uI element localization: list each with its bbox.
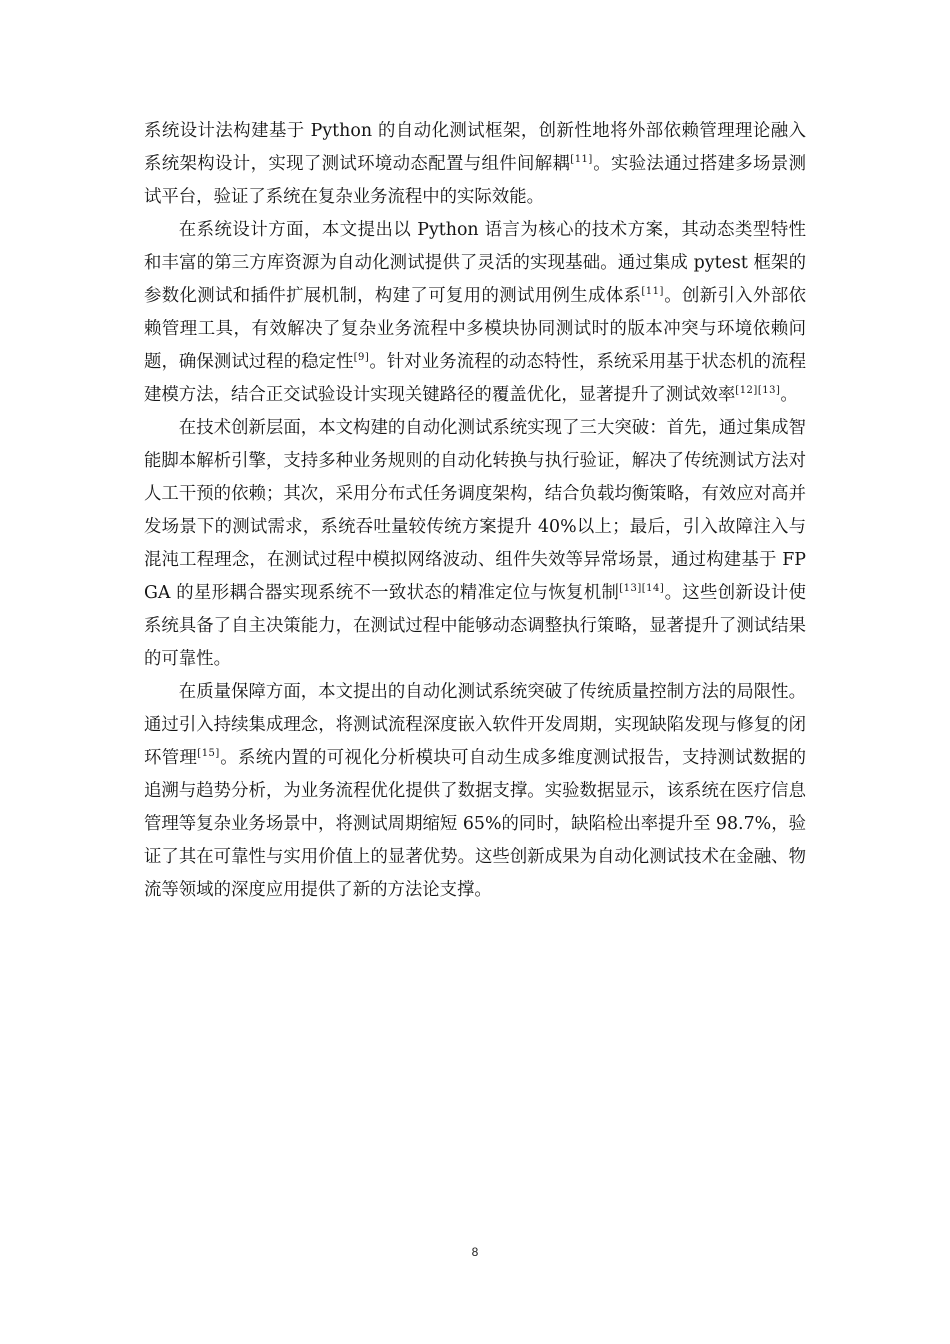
citation: [9] — [353, 352, 370, 363]
paragraph-3 — [144, 412, 806, 676]
paragraph-text: 系统设计法构建基于 Python 的自动化测试框架，创新性地将外部依赖管理理论融入系统架构设计，实现了测试环境动态配置与组件间解耦 — [144, 121, 806, 174]
paragraph-1 — [144, 115, 806, 214]
paragraph-text: 。针对业务流程的动态特性，系统采用基于状态机的流程建模方法，结合正交试验设计实现关键路径的覆盖优化，显著提升了测试效率 — [144, 352, 806, 405]
citation: [12][13] — [735, 385, 781, 396]
paragraph-text: 在质量保障方面，本文提出的自动化测试系统突破了传统质量控制方法的局限性。通过引入持续集成理念，将测试流程深度嵌入软件开发周期，实现缺陷发现与修复的闭环管理 — [144, 682, 806, 768]
page-number: 8 — [471, 1245, 479, 1259]
paragraph-4 — [144, 676, 806, 907]
paragraph-text: 。这些创新设计使系统具备了自主决策能力，在测试过程中能够动态调整执行策略，显著提升了测试结果的可靠性。 — [144, 583, 806, 669]
paragraph-text: 。系统内置的可视化分析模块可自动生成多维度测试报告，支持测试数据的追溯与趋势分析，为业务流程优化提供了数据支撑。实验数据显示，该系统在医疗信息管理等复杂业务场景中，将测试周期缩短 65%的同时，缺陷检出率提升至 98.7%，验证了其在可靠性与实用价值上的显著优势。这些创新成果为自动化测试技术在金融、物流等领域的深度应用提供了新的方法论支撑。 — [144, 748, 806, 900]
citation: [13][14] — [619, 583, 665, 594]
citation: [11] — [641, 286, 664, 297]
body-text — [144, 115, 806, 907]
citation: [11] — [570, 154, 593, 165]
paragraph-2 — [144, 214, 806, 412]
citation: [15] — [197, 748, 220, 759]
paragraph-text: 在技术创新层面，本文构建的自动化测试系统实现了三大突破：首先，通过集成智能脚本解析引擎，支持多种业务规则的自动化转换与执行验证，解决了传统测试方法对人工干预的依赖；其次，采用分布式任务调度架构，结合负载均衡策略，有效应对高并发场景下的测试需求，系统吞吐量较传统方案提升 40%以上；最后，引入故障注入与混沌工程理念，在测试过程中模拟网络波动、组件失效等异常场景，通过构建基于 FPGA 的星形耦合器实现系统不一致状态的精准定位与恢复机制 — [144, 418, 806, 603]
paragraph-text: 。实验法通过搭建多场景测试平台，验证了系统在复杂业务流程中的实际效能。 — [144, 154, 806, 207]
paragraph-text: 在系统设计方面，本文提出以 Python 语言为核心的技术方案，其动态类型特性和丰富的第三方库资源为自动化测试提供了灵活的实现基础。通过集成 pytest 框架的参数化测试和插件扩展机制，构建了可复用的测试用例生成体系 — [144, 220, 806, 306]
paragraph-text: 。创新引入外部依赖管理工具，有效解决了复杂业务流程中多模块协同测试时的版本冲突与环境依赖问题，确保测试过程的稳定性 — [144, 286, 806, 372]
paragraph-text: 。 — [780, 385, 798, 405]
